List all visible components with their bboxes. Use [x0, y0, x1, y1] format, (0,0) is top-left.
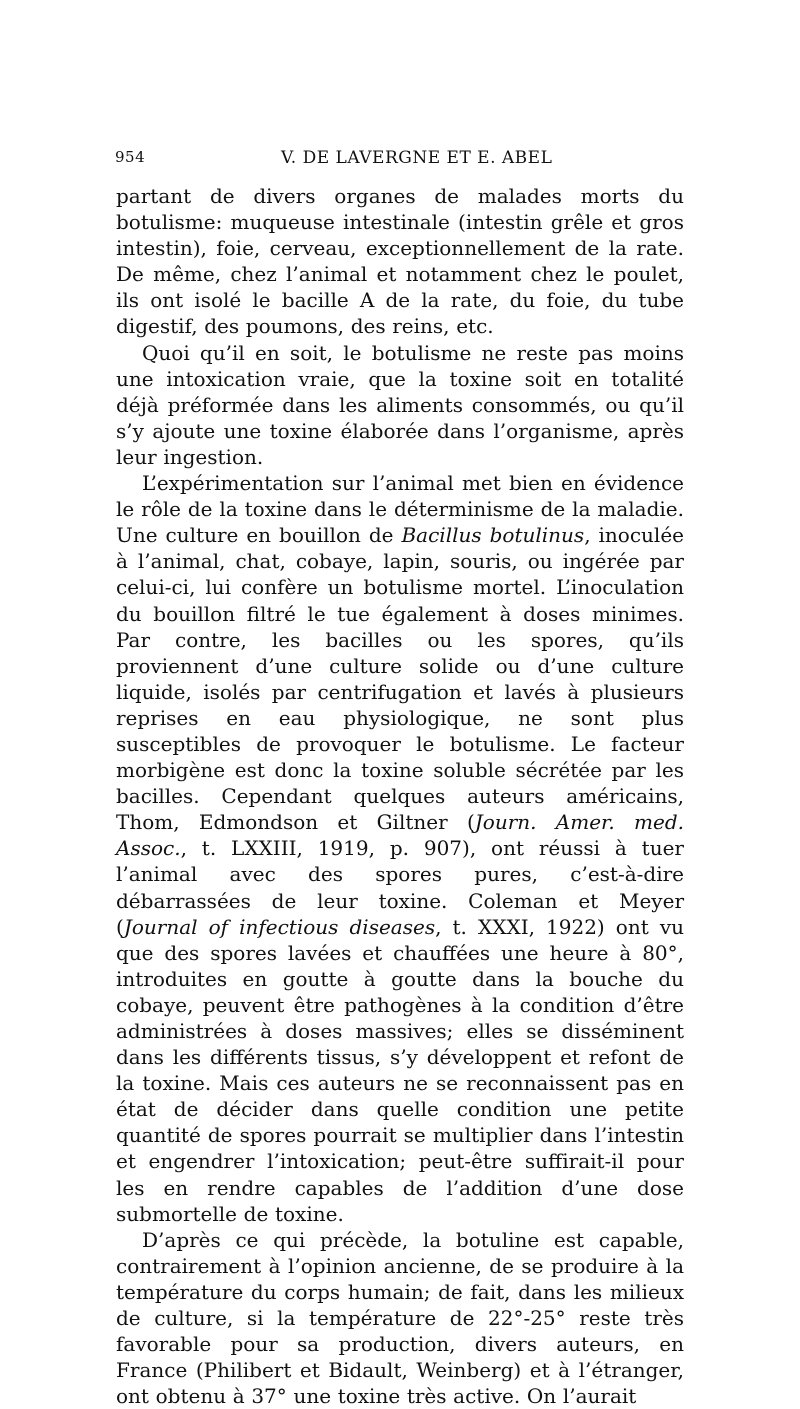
- text-run: , t. XXXI, 1922) ont vu que des spores lavées et chauffées une heure à 80°, introduites en goutte à goutte dans la bouche du cobaye, peuvent être pathogènes à la condition d’être administrées à doses massives; elles se disséminent dans les différents tissus, s’y développent et refont de la toxine. Mais ces auteurs ne se reconnaissent pas en état de décider dans quelle condition une petite quantité de spores pourrait se multiplier dans l’intestin et engendrer l’intoxication; peut-être suffirait-il pour les en rendre capables de l’addition d’une dose submortelle de toxine.: [116, 914, 684, 1226]
- italic-citation: Journ. Amer. med. Assoc.: [116, 810, 684, 861]
- body-text: [116, 183, 684, 1409]
- running-title: V. DE LAVERGNE ET E. ABEL: [281, 148, 553, 168]
- text-run: , inoculée à l’animal, chat, cobaye, lapin, souris, ou ingérée par celui-ci, lui confère un botulisme mortel. L’inoculation du bouillon filtré le tue également à doses minimes. Par contre, les bacilles ou les spores, qu’ils proviennent d’une culture solide ou d’une culture liquide, isolés par centrifugation et lavés à plusieurs reprises en eau physiologique, ne sont plus susceptibles de provoquer le botulisme. Le facteur morbigène est donc la toxine soluble sécrétée par les bacilles. Cependant quelques auteurs américains, Thom, Edmondson et Giltner (: [116, 523, 684, 835]
- paragraph: [116, 340, 684, 470]
- page-number: 954: [115, 148, 146, 166]
- italic-citation: Bacillus botulinus: [401, 523, 585, 548]
- italic-citation: Journal of infectious diseases: [123, 914, 436, 939]
- paragraph: [116, 1227, 684, 1409]
- page-header: [115, 148, 681, 170]
- text-run: partant de divers organes de malades morts du botulisme: muqueuse intestinale (intestin grêle et gros intestin), foie, cerveau, exceptionnellement de la rate. De même, chez l’animal et notamment chez le poulet, ils ont isolé le bacille A de la rate, du foie, du tube digestif, des poumons, des reins, etc.: [116, 184, 684, 339]
- text-run: Quoi qu’il en soit, le botulisme ne reste pas moins une intoxication vraie, que la toxine soit en totalité déjà préformée dans les aliments consommés, ou qu’il s’y ajoute une toxine élaborée dans l’organisme, après leur ingestion.: [116, 340, 684, 469]
- text-run: L’expérimentation sur l’animal met bien en évidence le rôle de la toxine dans le déterminisme de la maladie. Une culture en bouillon de: [116, 471, 684, 548]
- paragraph: [116, 470, 684, 1227]
- paragraph: [116, 183, 684, 340]
- text-run: D’après ce qui précède, la botuline est capable, contrairement à l’opinion ancienne, de se produire à la température du corps humain; de fait, dans les milieux de culture, si la température de 22°-25° reste très favorable pour sa production, divers auteurs, en France (Philibert et Bidault, Weinberg) et à l’étranger, ont obtenu à 37° une toxine très active. On l’aurait: [116, 1227, 684, 1409]
- text-run: , t. LXXIII, 1919, p. 907), ont réussi à tuer l’animal avec des spores pures, c’est-à-dire débarrassées de leur toxine. Coleman et Meyer (: [116, 836, 684, 939]
